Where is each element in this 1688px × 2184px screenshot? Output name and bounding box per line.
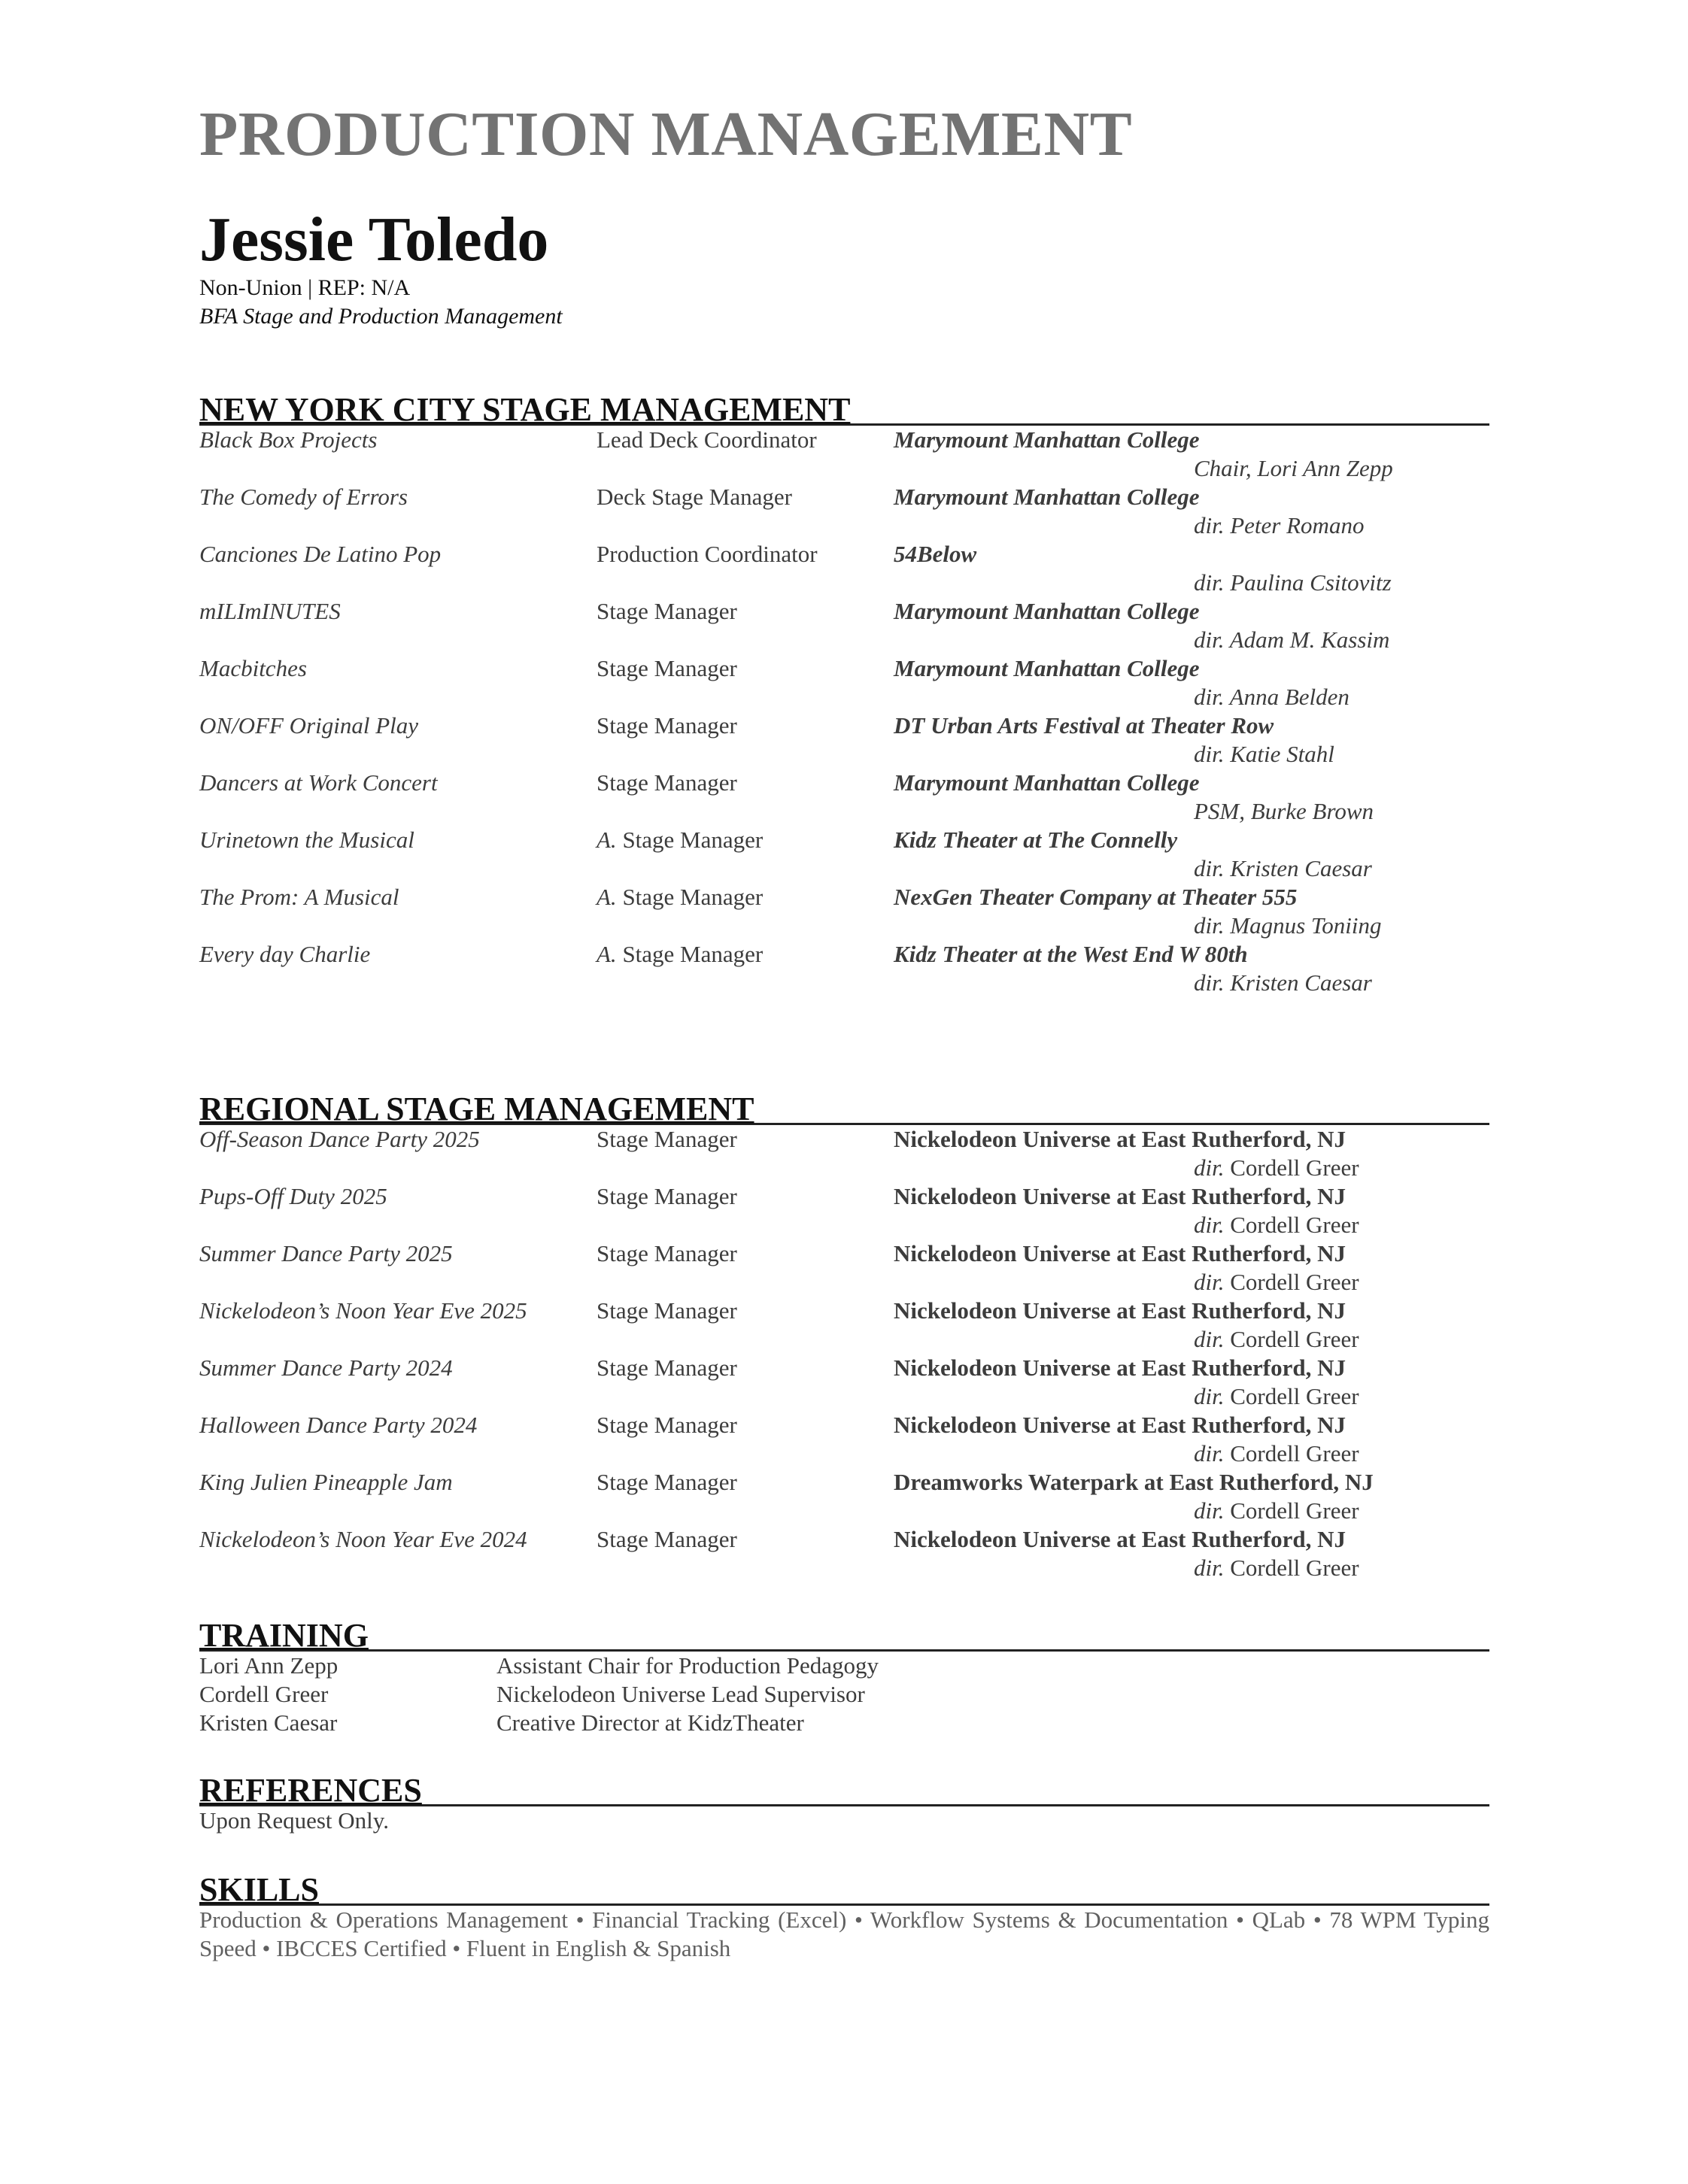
- director-name: Cordell Greer: [1224, 1154, 1359, 1181]
- role: [597, 597, 737, 626]
- venue: DT Urban Arts Festival at Theater Row: [894, 712, 1274, 739]
- venue: Nickelodeon Universe at East Rutherford, NJ: [894, 1240, 1346, 1266]
- trainer-title: Creative Director at KidzTheater: [496, 1709, 804, 1736]
- dir-prefix: dir.: [1194, 1383, 1225, 1409]
- role: [597, 426, 817, 454]
- director: dir. Adam M. Kassim: [1194, 626, 1390, 653]
- role-text: Stage Manager: [597, 598, 737, 624]
- training-list: [199, 1652, 1489, 1737]
- trainer-name: Lori Ann Zepp: [199, 1652, 339, 1679]
- venue: Nickelodeon Universe at East Rutherford, NJ: [894, 1183, 1346, 1209]
- union-rep-line: Non-Union | REP: N/A: [199, 275, 411, 300]
- dir-prefix: dir.: [1194, 1212, 1225, 1238]
- nyc-section: [199, 391, 1489, 997]
- director: Chair, Lori Ann Zepp: [1194, 455, 1393, 481]
- role-text: Deck Stage Manager: [597, 484, 792, 510]
- section-heading: [199, 391, 1489, 426]
- director: [1194, 1554, 1359, 1582]
- regional-heading: REGIONAL STAGE MANAGEMENT: [199, 1090, 754, 1127]
- training-heading: TRAINING: [199, 1617, 369, 1654]
- director-name: Cordell Greer: [1224, 1269, 1359, 1295]
- venue: Marymount Manhattan College: [894, 598, 1200, 624]
- role: [597, 769, 737, 797]
- director: [1194, 1439, 1359, 1468]
- director: dir. Paulina Csitovitz: [1194, 569, 1392, 596]
- director: dir. Peter Romano: [1194, 512, 1365, 538]
- director: dir. Kristen Caesar: [1194, 855, 1372, 881]
- show-title: Pups-Off Duty 2025: [199, 1183, 387, 1209]
- credit-row: [199, 1239, 1489, 1297]
- credit-row: [199, 1468, 1489, 1525]
- venue: Marymount Manhattan College: [894, 426, 1200, 453]
- skills-text: Production & Operations Management • Financial Tracking (Excel) • Workflow Systems & Documentation • QLab • 78 WPM Typing Speed • IBCCES Certified • Fluent in English & Spanish: [199, 1906, 1489, 1961]
- credit-row: [199, 1297, 1489, 1354]
- skills-heading: SKILLS: [199, 1871, 319, 1908]
- role-text: Lead Deck Coordinator: [597, 426, 817, 453]
- venue: 54Below: [894, 541, 977, 567]
- show-title: Nickelodeon’s Noon Year Eve 2025: [199, 1297, 527, 1324]
- trainer-title: Nickelodeon Universe Lead Supervisor: [496, 1681, 865, 1707]
- degree-line: BFA Stage and Production Management: [199, 304, 563, 329]
- show-title: The Prom: A Musical: [199, 884, 399, 910]
- director: dir. Anna Belden: [1194, 684, 1349, 710]
- show-title: Every day Charlie: [199, 941, 371, 967]
- venue: Kidz Theater at The Connelly: [894, 827, 1178, 853]
- role-text: Stage Manager: [597, 712, 737, 739]
- role: Stage Manager: [597, 1354, 737, 1381]
- section-heading: [199, 1617, 1489, 1652]
- section-heading: [199, 1090, 1489, 1125]
- role-text: Stage Manager: [616, 884, 764, 910]
- role-text: Stage Manager: [616, 827, 764, 853]
- regional-section: [199, 1090, 1489, 1582]
- show-title: King Julien Pineapple Jam: [199, 1469, 453, 1495]
- venue: Nickelodeon Universe at East Rutherford, NJ: [894, 1297, 1346, 1324]
- training-row: [199, 1652, 1489, 1680]
- dir-prefix: dir.: [1194, 1326, 1225, 1352]
- show-title: Off-Season Dance Party 2025: [199, 1126, 480, 1152]
- venue: Marymount Manhattan College: [894, 769, 1200, 796]
- credit-row: [199, 940, 1489, 997]
- show-title: Summer Dance Party 2025: [199, 1240, 453, 1266]
- venue: Marymount Manhattan College: [894, 484, 1200, 510]
- role: Stage Manager: [597, 1412, 737, 1438]
- show-title: Halloween Dance Party 2024: [199, 1412, 478, 1438]
- show-title: Urinetown the Musical: [199, 827, 414, 853]
- show-title: Macbitches: [199, 655, 307, 681]
- role-text: Stage Manager: [597, 769, 737, 796]
- department-heading: PRODUCTION MANAGEMENT: [199, 99, 1133, 169]
- nyc-credit-list: [199, 426, 1489, 997]
- director: [1194, 1382, 1359, 1411]
- training-row: [199, 1709, 1489, 1737]
- credit-row: [199, 1525, 1489, 1582]
- director-name: Cordell Greer: [1224, 1555, 1359, 1581]
- director: [1194, 1497, 1359, 1525]
- role: Stage Manager: [597, 1526, 737, 1552]
- director: PSM, Burke Brown: [1194, 798, 1374, 824]
- role-prefix: A.: [597, 941, 617, 967]
- venue: Dreamworks Waterpark at East Rutherford, NJ: [894, 1469, 1374, 1495]
- credit-row: [199, 1182, 1489, 1239]
- venue: Nickelodeon Universe at East Rutherford, NJ: [894, 1354, 1346, 1381]
- dir-prefix: dir.: [1194, 1497, 1225, 1524]
- show-title: Canciones De Latino Pop: [199, 541, 442, 567]
- skills-section: [199, 1871, 1489, 1963]
- director: [1194, 1211, 1359, 1239]
- director: dir. Kristen Caesar: [1194, 969, 1372, 996]
- references-heading: REFERENCES: [199, 1772, 422, 1809]
- credit-row: [199, 883, 1489, 940]
- director: dir. Magnus Toniing: [1194, 912, 1382, 939]
- director: [1194, 1325, 1359, 1354]
- role: [597, 883, 763, 912]
- role: [597, 711, 737, 740]
- credit-row: [199, 1354, 1489, 1411]
- director: dir. Katie Stahl: [1194, 741, 1334, 767]
- venue: NexGen Theater Company at Theater 555: [894, 884, 1298, 910]
- credit-row: [199, 1125, 1489, 1182]
- credit-row: [199, 826, 1489, 883]
- show-title: ON/OFF Original Play: [199, 712, 419, 739]
- section-heading: [199, 1772, 1489, 1809]
- credit-row: [199, 426, 1489, 483]
- nyc-heading: NEW YORK CITY STAGE MANAGEMENT: [199, 391, 851, 428]
- section-heading: [199, 1871, 1489, 1906]
- role: [597, 483, 792, 511]
- trainer-name: Cordell Greer: [199, 1681, 329, 1707]
- trainer-title: Assistant Chair for Production Pedagogy: [496, 1652, 879, 1679]
- credit-row: [199, 769, 1489, 826]
- training-row: [199, 1680, 1489, 1709]
- credit-row: [199, 597, 1489, 654]
- credit-row: [199, 654, 1489, 711]
- references-section: [199, 1772, 1489, 1835]
- role-text: Production Coordinator: [597, 541, 818, 567]
- role: [597, 940, 763, 969]
- role: [597, 540, 818, 569]
- role: Stage Manager: [597, 1126, 737, 1152]
- regional-credit-list: [199, 1125, 1489, 1582]
- role: [597, 826, 763, 854]
- credit-row: [199, 540, 1489, 597]
- dir-prefix: dir.: [1194, 1269, 1225, 1295]
- references-text: Upon Request Only.: [199, 1807, 389, 1834]
- director-name: Cordell Greer: [1224, 1497, 1359, 1524]
- show-title: The Comedy of Errors: [199, 484, 408, 510]
- role-prefix: A.: [597, 827, 617, 853]
- dir-prefix: dir.: [1194, 1154, 1225, 1181]
- show-title: mILImINUTES: [199, 598, 341, 624]
- role: [597, 654, 737, 683]
- credit-row: [199, 711, 1489, 769]
- candidate-name: Jessie Toledo: [199, 205, 549, 275]
- role: Stage Manager: [597, 1183, 737, 1209]
- venue: Nickelodeon Universe at East Rutherford, NJ: [894, 1526, 1346, 1552]
- credit-row: [199, 1411, 1489, 1468]
- role-text: Stage Manager: [597, 655, 737, 681]
- director: [1194, 1154, 1359, 1182]
- director-name: Cordell Greer: [1224, 1440, 1359, 1467]
- director-name: Cordell Greer: [1224, 1326, 1359, 1352]
- show-title: Black Box Projects: [199, 426, 378, 453]
- show-title: Dancers at Work Concert: [199, 769, 438, 796]
- show-title: Nickelodeon’s Noon Year Eve 2024: [199, 1526, 527, 1552]
- role: Stage Manager: [597, 1469, 737, 1495]
- venue: Kidz Theater at the West End W 80th: [894, 941, 1248, 967]
- role-prefix: A.: [597, 884, 617, 910]
- director-name: Cordell Greer: [1224, 1383, 1359, 1409]
- venue: Nickelodeon Universe at East Rutherford, NJ: [894, 1126, 1346, 1152]
- venue: Marymount Manhattan College: [894, 655, 1200, 681]
- training-section: [199, 1617, 1489, 1737]
- dir-prefix: dir.: [1194, 1555, 1225, 1581]
- show-title: Summer Dance Party 2024: [199, 1354, 453, 1381]
- trainer-name: Kristen Caesar: [199, 1709, 338, 1736]
- role: Stage Manager: [597, 1297, 737, 1324]
- venue: Nickelodeon Universe at East Rutherford, NJ: [894, 1412, 1346, 1438]
- director: [1194, 1268, 1359, 1297]
- role: Stage Manager: [597, 1240, 737, 1266]
- dir-prefix: dir.: [1194, 1440, 1225, 1467]
- credit-row: [199, 483, 1489, 540]
- role-text: Stage Manager: [616, 941, 764, 967]
- director-name: Cordell Greer: [1224, 1212, 1359, 1238]
